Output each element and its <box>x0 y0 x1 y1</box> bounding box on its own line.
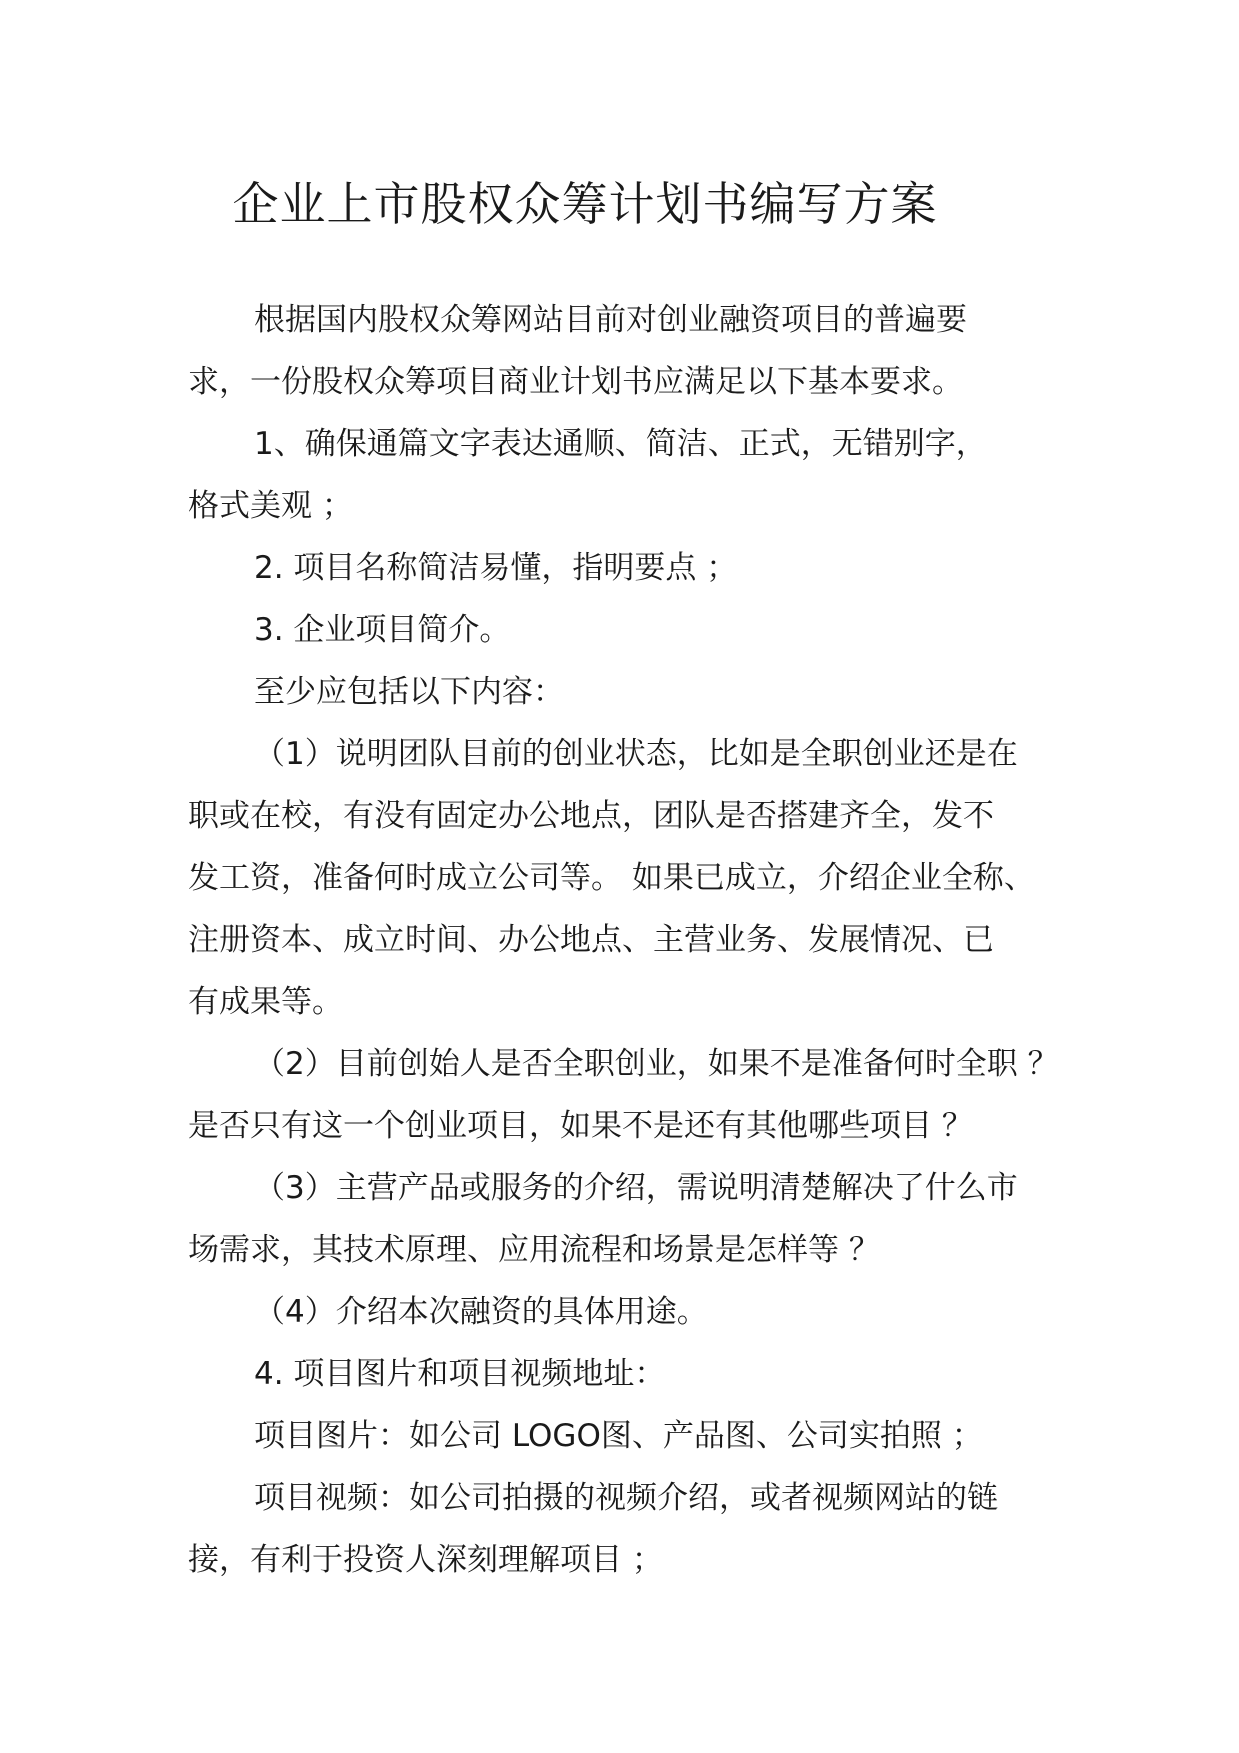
paragraph-line: 项目图片：如公司 LOGO图、产品图、公司实拍照 ； <box>254 1418 983 1454</box>
paragraph-line: 发工资，准备何时成立公司等。 如果已成立，介绍企业全称、 <box>188 860 1035 896</box>
paragraph-line: （3）主营产品或服务的介绍，需说明清楚解决了什么市 <box>254 1170 1018 1206</box>
paragraph-line: （4）介绍本次融资的具体用途。 <box>254 1294 708 1330</box>
paragraph-line: 场需求，其技术原理、应用流程和场景是怎样等 ？ <box>188 1232 880 1268</box>
paragraph-line: 职或在校，有没有固定办公地点，团队是否搭建齐全，发不 <box>188 798 994 834</box>
paragraph-line: 1、确保通篇文字表达通顺、简洁、正式，无错别字， <box>254 426 987 462</box>
paragraph-line: （1）说明团队目前的创业状态，比如是全职创业还是在 <box>254 736 1018 772</box>
paragraph-line: 求，一份股权众筹项目商业计划书应满足以下基本要求。 <box>188 364 963 400</box>
paragraph-line: 注册资本、成立时间、办公地点、主营业务、发展情况、已 <box>188 922 994 958</box>
paragraph-line: 是否只有这一个创业项目，如果不是还有其他哪些项目 ？ <box>188 1108 973 1144</box>
paragraph-line: 格式美观 ； <box>188 488 353 524</box>
paragraph-line: 接，有利于投资人深刻理解项目 ； <box>188 1542 663 1578</box>
document-title: 企业上市股权众筹计划书编写方案 <box>232 177 938 231</box>
paragraph-line: 2. 项目名称简洁易懂，指明要点 ； <box>254 550 738 586</box>
paragraph-line: 根据国内股权众筹网站目前对创业融资项目的普遍要 <box>254 302 967 338</box>
paragraph-line: 有成果等。 <box>188 984 343 1020</box>
paragraph-line: 4. 项目图片和项目视频地址： <box>254 1356 666 1392</box>
paragraph-line: （2）目前创始人是否全职创业，如果不是准备何时全职 ？ <box>254 1046 1059 1082</box>
paragraph-line: 项目视频：如公司拍摄的视频介绍，或者视频网站的链 <box>254 1480 998 1516</box>
paragraph-line: 至少应包括以下内容： <box>254 674 564 710</box>
paragraph-line: 3. 企业项目简介。 <box>254 612 511 648</box>
